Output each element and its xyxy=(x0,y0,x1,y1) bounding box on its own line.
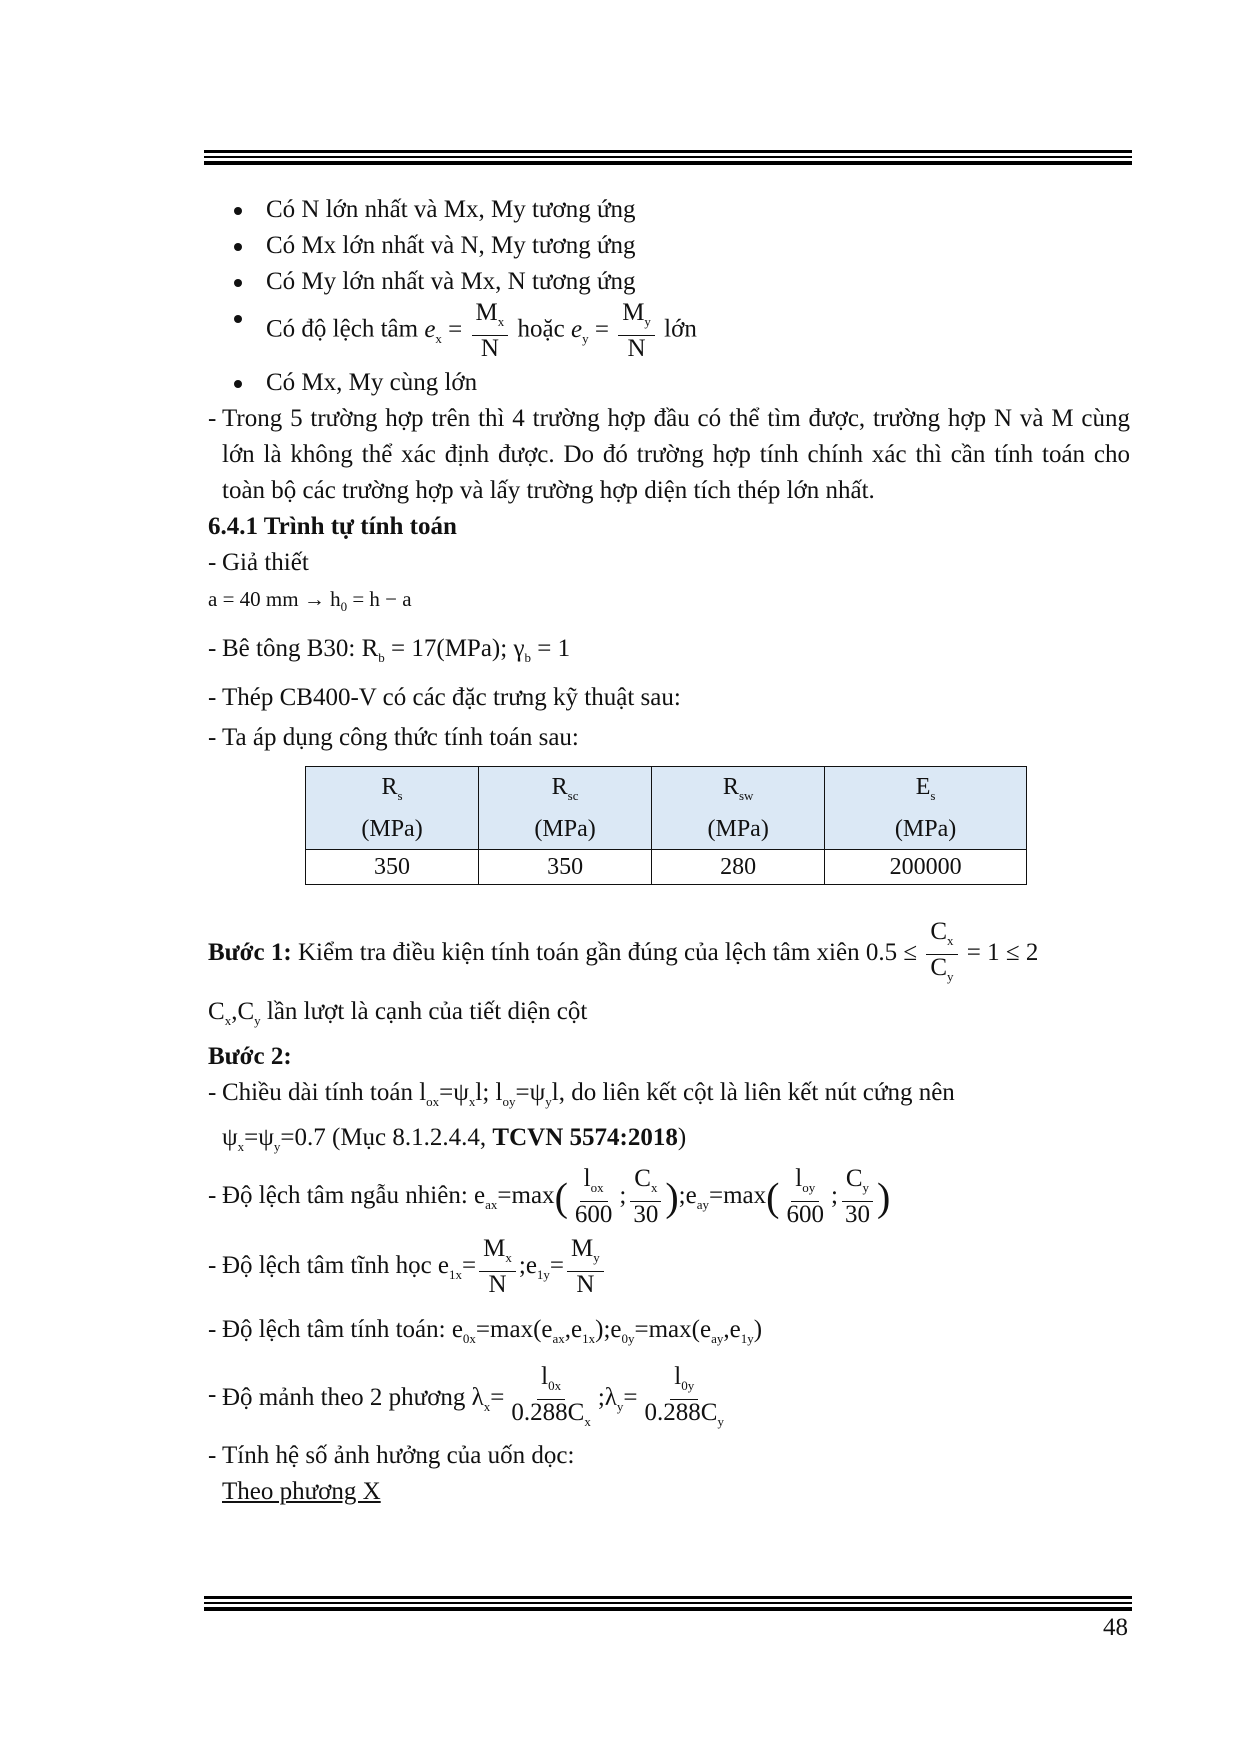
buckling-line: - Tính hệ số ảnh hưởng của uốn dọc: xyxy=(208,1442,575,1470)
table-cell: 350 xyxy=(306,849,479,884)
table-header: $E_s$ (MPa) xyxy=(825,766,1027,849)
section-heading: 6.4.1 Trình tự tính toán xyxy=(208,512,457,540)
step2-label: Bước 2: xyxy=(208,1042,292,1070)
list-item: Có N lớn nhất và Mx, My tương ứng xyxy=(222,192,1130,228)
concrete-line: - Bê tông B30: $R_b = 17(MPa)$; $\gamma_b = 1$ xyxy=(208,634,571,665)
list-item xyxy=(222,300,1130,365)
slender-line: - Độ mảnh theo 2 phương $\lambda_x=$ $\frac{l_{0x}}{0.288C_x}$ $;\lambda_y=$ $\frac{l_{0y}}{0.288C_y}$ xyxy=(208,1362,724,1429)
table-header: $R_s$ (MPa) xyxy=(306,766,479,849)
assume-line: - Giả thiết xyxy=(208,548,309,576)
length-line: - Chiều dài tính toán $l_{ox}=\psi_xl$; $l_{oy}=\psi_yl$, do liên kết cột là liên kết nút cứng nên $\psi_x=\psi_y=0.7$ (Mục 8.1.2.4.4, TCVN 5574:2018) xyxy=(208,1078,955,1154)
table-cell: 280 xyxy=(652,849,825,884)
footer-rule xyxy=(204,1596,1132,1614)
formula-ratio: 0.5 ≤ $\frac{C_x}{C_y}$ = 1 ≤ 2 xyxy=(865,917,1039,984)
header-rule xyxy=(204,150,1132,168)
steel-line: - Thép CB400-V có các đặc trưng kỹ thuật sau: xyxy=(208,683,681,711)
direction-x: Theo phương X xyxy=(222,1478,381,1506)
page-content xyxy=(208,192,1130,1510)
list-item: Có Mx lớn nhất và N, My tương ứng xyxy=(222,228,1130,264)
ecc-mid: hoặc xyxy=(517,315,565,343)
page-number: 48 xyxy=(1103,1614,1128,1641)
cxcy-line: $C_x,C_y$ lần lượt là cạnh của tiết diện cột xyxy=(208,997,588,1028)
bullet-list xyxy=(208,192,1130,401)
ecc-prefix: Có độ lệch tâm xyxy=(266,315,419,343)
list-item: Có Mx, My cùng lớn xyxy=(222,365,1130,401)
step1-line: Bước 1: Kiểm tra điều kiện tính toán gần đúng của lệch tâm xiên 0.5 ≤ $\frac{C_x}{C_y}$ = 1 ≤ 2 xyxy=(208,917,1039,984)
formula-a: a = 40 mm → $h_0 = h - a$ xyxy=(208,586,412,614)
apply-line: - Ta áp dụng công thức tính toán sau: xyxy=(208,723,579,751)
formula-rb: $R_b = 17(MPa)$; $\gamma_b = 1$ xyxy=(361,634,571,665)
formula-ey: $e_y$ = $\frac{M_y}{N}$ xyxy=(571,316,658,343)
table-header: $R_{sw}$ (MPa) xyxy=(652,766,825,849)
steel-properties-table xyxy=(305,766,1027,885)
table-cell: 350 xyxy=(479,849,652,884)
ecc-calc-line: - Độ lệch tâm tính toán: $e_{0x}=\max(e_{ax},e_{1x});e_{0y}=\max(e_{ay},e_{1y})$ xyxy=(208,1315,763,1346)
ecc-static-line: - Độ lệch tâm tĩnh học $e_{1x}=$ $\frac{M_x}{N}$ $;e_{1y}=$ $\frac{M_y}{N}$ xyxy=(208,1236,1130,1305)
ecc-random-line: - Độ lệch tâm ngẫu nhiên: $e_{ax}=\max$( $\frac{l_{ox}}{600}$ ; $\frac{C_x}{30}$ )$;e_{ay}=\max$( $\frac{l_{oy}}{600}$ ; $\frac{C_y}{30}$ ) xyxy=(208,1165,891,1229)
table-cell: 200000 xyxy=(825,849,1027,884)
paragraph: - Trong 5 trường hợp trên thì 4 trường hợp đầu có thể tìm được, trường hợp N và M cùng lớn là không thể xác định được. Do đó trường hợp tính chính xác thì cần tính toán cho toàn bộ các trường hợp và lấy trường hợp diện tích thép lớn nhất. xyxy=(208,404,1130,504)
ecc-suffix: lớn xyxy=(664,315,697,343)
list-item: Có My lớn nhất và Mx, N tương ứng xyxy=(222,264,1130,300)
table-header: $R_{sc}$ (MPa) xyxy=(479,766,652,849)
formula-ex: $e_x$ = $\frac{M_x}{N}$ xyxy=(424,316,511,343)
